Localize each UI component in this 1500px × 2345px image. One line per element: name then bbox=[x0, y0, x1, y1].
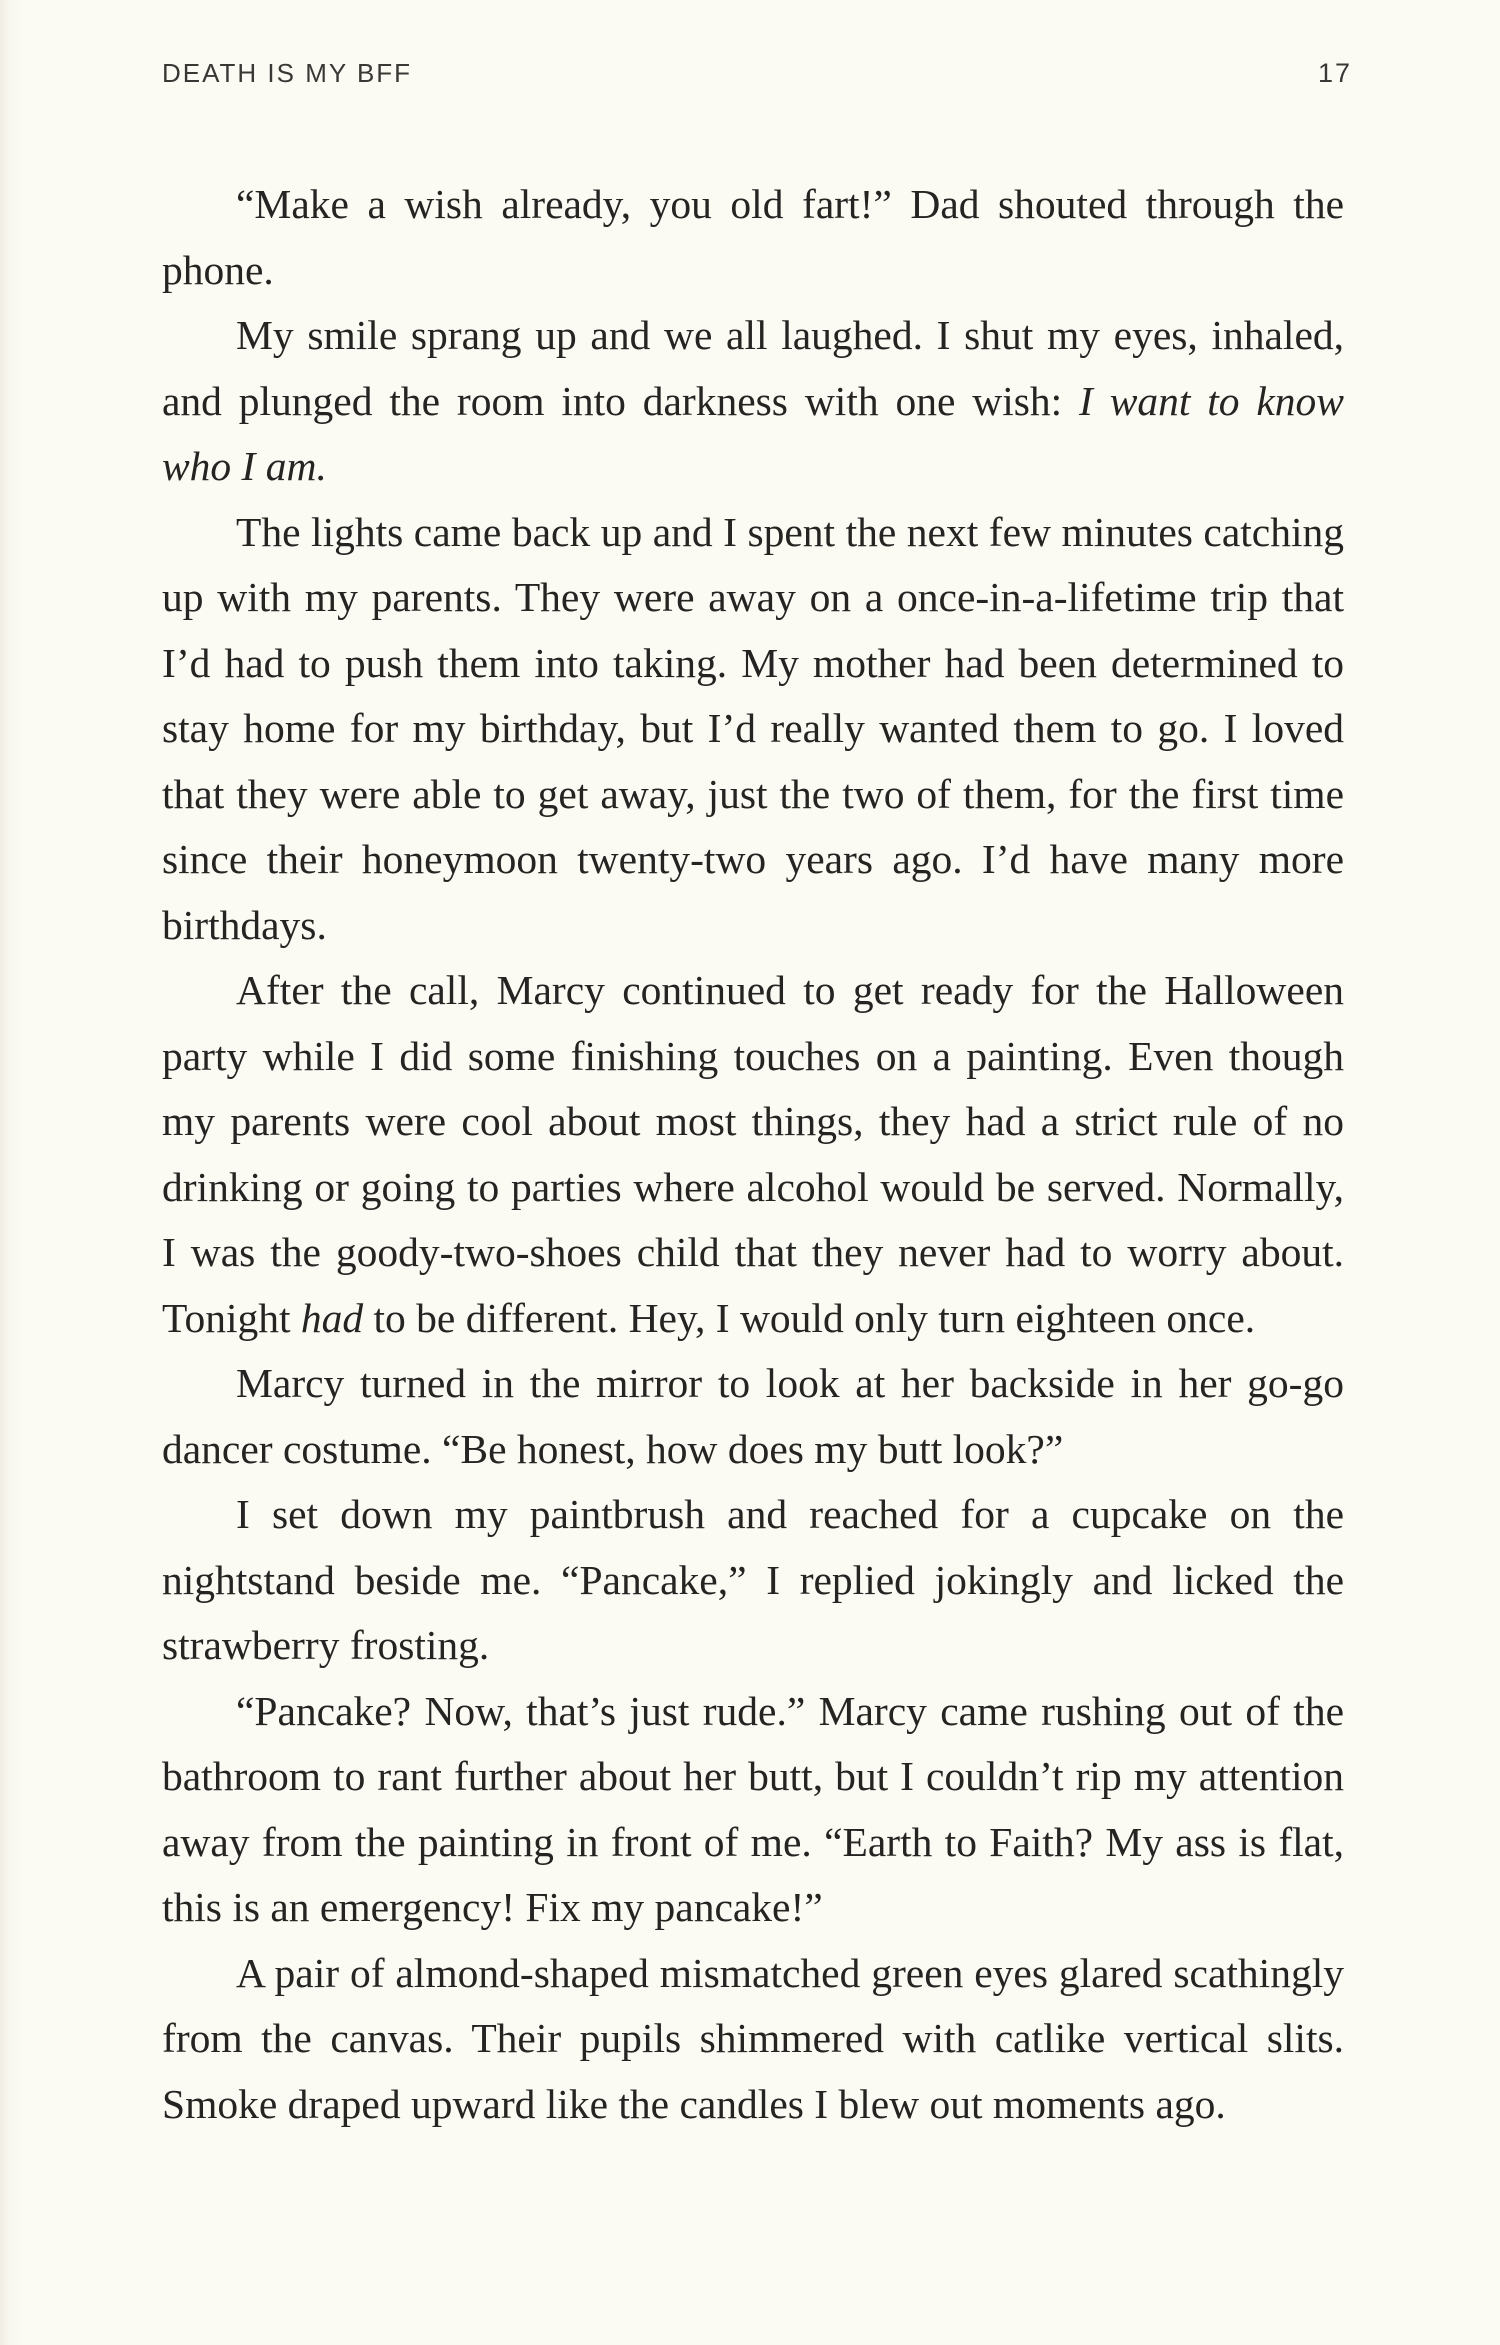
italic-text-segment: had bbox=[300, 1294, 364, 1341]
running-head bbox=[162, 58, 1352, 98]
running-title: DEATH IS MY BFF bbox=[162, 58, 413, 88]
text-segment: My smile sprang up and we all laughed. I shut my eyes, inhaled, and plunged the room into darkness with one wish: bbox=[162, 312, 1344, 424]
text-segment: “Make a wish already, you old fart!” Dad shouted through the phone. bbox=[162, 181, 1344, 293]
italic-text-segment: I want to know who I am. bbox=[162, 377, 1344, 489]
paragraph bbox=[162, 500, 1344, 959]
paragraph bbox=[162, 1482, 1344, 1679]
body-text bbox=[162, 172, 1344, 2137]
text-segment: to be different. Hey, I would only turn eighteen once. bbox=[363, 1294, 1256, 1341]
paragraph bbox=[162, 1679, 1344, 1941]
paragraph bbox=[162, 172, 1344, 303]
page-number: 17 bbox=[1317, 58, 1352, 88]
text-segment: “Pancake? Now, that’s just rude.” Marcy came rushing out of the bathroom to rant further about her butt, but I couldn’t rip my attention away from the painting in front of me. “Earth to Faith? My ass is flat, this is an emergency! Fix my pancake!” bbox=[162, 1687, 1344, 1930]
text-segment: After the call, Marcy continued to get ready for the Halloween party while I did some finishing touches on a painting. Even though my parents were cool about most things, they had a strict rule of no drinking or going to parties where alcohol would be served. Normally, I was the goody-two-shoes child that they never had to worry about. Tonight bbox=[162, 967, 1344, 1341]
text-segment: The lights came back up and I spent the next few minutes catching up with my parents. They were away on a once-in-a-lifetime trip that I’d had to push them into taking. My mother had been determined to stay home for my birthday, but I’d really wanted them to go. I loved that they were able to get away, just the two of them, for the first time since their honeymoon twenty-two years ago. I’d have many more birthdays. bbox=[162, 508, 1344, 948]
text-segment: I set down my paintbrush and reached for a cupcake on the nightstand beside me. “Pancake,” I replied jokingly and licked the strawberry frosting. bbox=[162, 1491, 1344, 1668]
paragraph bbox=[162, 1351, 1344, 1482]
text-segment: Marcy turned in the mirror to look at her backside in her go-go dancer costume. “Be honest, how does my butt look?” bbox=[162, 1360, 1344, 1472]
paragraph bbox=[162, 958, 1344, 1351]
text-segment: A pair of almond-shaped mismatched green eyes glared scathingly from the canvas. Their pupils shimmered with catlike vertical slits. Smoke draped upward like the candles I blew out moments ago. bbox=[162, 1949, 1344, 2127]
paragraph bbox=[162, 1941, 1344, 2138]
paragraph bbox=[162, 303, 1344, 500]
